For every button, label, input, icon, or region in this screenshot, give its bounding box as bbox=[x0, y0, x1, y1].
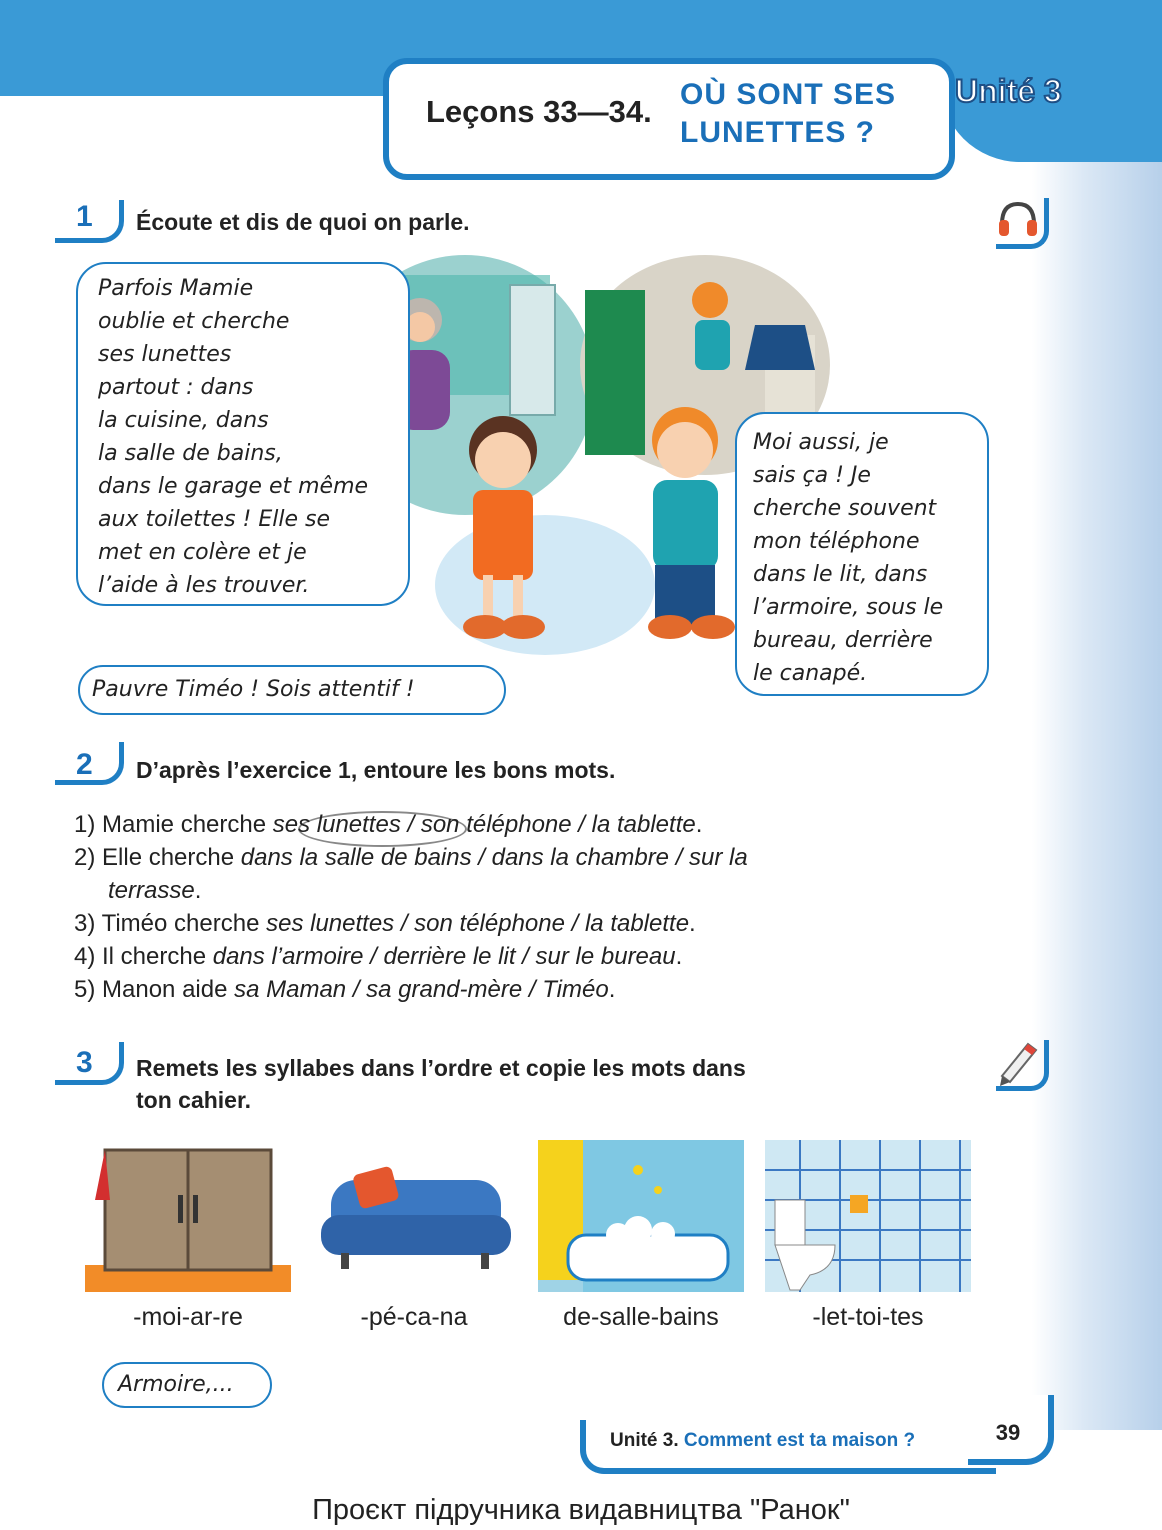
list-item: 2) Elle cherche dans la salle de bains / dans la chambre / sur la bbox=[74, 844, 748, 871]
speech-bubble-grandma bbox=[76, 262, 410, 606]
exercise1-number: 1 bbox=[76, 200, 93, 233]
lessons-label: Leçons 33—34. bbox=[426, 94, 652, 129]
sofa-picture bbox=[311, 1140, 517, 1292]
syllables-4: -let-toi-tes bbox=[812, 1303, 924, 1331]
headphones-icon[interactable] bbox=[996, 198, 1049, 249]
list-item: 1) Mamie cherche ses lunettes / son téléphone / la tablette. bbox=[74, 811, 703, 838]
page-number: 39 bbox=[968, 1395, 1054, 1465]
page-title-line1: OÙ SONT SES bbox=[680, 78, 897, 111]
page-title-line2: LUNETTES ? bbox=[680, 116, 875, 149]
publisher-note: Проєкт підручника видавництва "Ранок" bbox=[312, 1494, 850, 1526]
answer-bubble bbox=[102, 1362, 272, 1408]
exercise2-list bbox=[74, 808, 748, 1006]
list-item: 4) Il cherche dans l’armoire / derrière le lit / sur le bureau. bbox=[74, 943, 683, 970]
exercise2-number: 2 bbox=[76, 748, 93, 781]
exercise3-number: 3 bbox=[76, 1046, 93, 1079]
exercise1-instruction: Écoute et dis de quoi on parle. bbox=[136, 209, 470, 235]
answer-bubble-text: Armoire,... bbox=[118, 1372, 234, 1397]
page-side-gradient bbox=[1032, 0, 1162, 1430]
exercise3-instruction-line1: Remets les syllabes dans l’ordre et copie les mots dans bbox=[136, 1055, 746, 1081]
exercise3-instruction bbox=[136, 1052, 896, 1116]
list-item: terrasse. bbox=[108, 877, 202, 904]
pencil-icon[interactable] bbox=[996, 1040, 1049, 1091]
list-item: 3) Timéo cherche ses lunettes / son téléphone / la tablette. bbox=[74, 910, 696, 937]
unit-label: Unité 3 bbox=[955, 73, 1062, 109]
speech-bubble-grandma-text: Parfois Mamie oublie et cherche ses lunettes partout : dans la cuisine, dans la salle de bains, dans le garage et même aux toilettes ! Elle se met en colère et je l’aide à les trouver. bbox=[98, 276, 369, 598]
exercise2-instruction: D’après l’exercice 1, entoure les bons mots. bbox=[136, 757, 616, 783]
footer-unit-label: Unité 3. bbox=[610, 1430, 679, 1451]
speech-bubble-timeo bbox=[735, 412, 989, 696]
speech-bubble-timeo-text: Moi aussi, je sais ça ! Je cherche souvent mon téléphone dans le lit, dans l’armoire, sous le bureau, derrière le canapé. bbox=[753, 430, 944, 686]
syllables-2: -pé-ca-na bbox=[360, 1303, 468, 1331]
syllables-3: de-salle-bains bbox=[563, 1303, 719, 1331]
syllables-1: -moi-ar-re bbox=[133, 1303, 243, 1331]
speech-bubble-manon-text: Pauvre Timéo ! Sois attentif ! bbox=[92, 677, 415, 702]
toilet-picture bbox=[765, 1140, 971, 1292]
bathroom-picture bbox=[538, 1140, 744, 1292]
exercise3-instruction-line2: ton cahier. bbox=[136, 1087, 252, 1113]
footer-unit-title: Comment est ta maison ? bbox=[683, 1430, 916, 1451]
wardrobe-picture bbox=[85, 1140, 291, 1292]
speech-bubble-manon bbox=[78, 665, 506, 715]
page-title bbox=[680, 76, 896, 152]
footer-unit bbox=[610, 1430, 915, 1452]
list-item: 5) Manon aide sa Maman / sa grand-mère / Timéo. bbox=[74, 976, 616, 1003]
